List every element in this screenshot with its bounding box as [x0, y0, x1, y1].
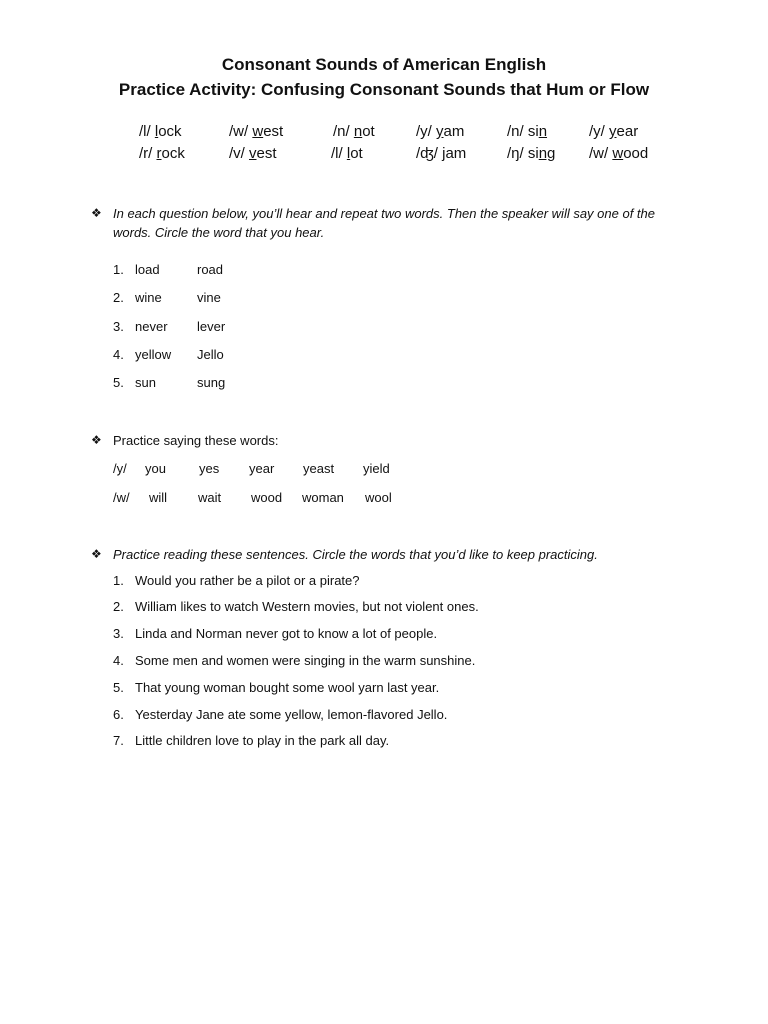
worksheet-page: Consonant Sounds of American English Practice Activity: Confusing Consonant Sounds that Hum or Flow /l/ lock /w/ west /n/ not /y/ yam /n/ sin /y/ year /r/ rock /v/ vest /l/ lot /ʤ/ jam /ŋ/ sing /w/ wood ❖ In each question below, you’ll hear and repeat two words. Then the speaker will say one of the words. Circle the word that you hear. 1. load road 2. wine vine 3. never lever 4. yellow Jello 5. sun sung ❖ Practice saying these words: /y/ you yes year yeast yield /w/ will wait wood woman wool ❖ Practice reading these sentences. Circle the words that you’d like to keep practicing. 1. Would you rather be a pilot or a pirate? 2. William likes to watch Western movies, but not violent ones. 3. Linda and Norman never got to know a lot of people. 4. Some men and women were singing in the warm sunshine. 5. That young woman bought some wool yarn last year. 6. Yesterday Jane ate some yellow, lemon-flavored Jello. 7. Little children love to play in the park all day.	[0, 0, 768, 1024]
word-option: wine	[135, 290, 162, 305]
ipa-item: /w/ wood	[589, 145, 649, 162]
instruction-1	[113, 204, 703, 242]
practice-word: year	[249, 461, 275, 476]
word-option: vine	[197, 290, 221, 305]
instruction-3: Practice reading these sentences. Circle the words that you’d like to keep practicing.	[113, 547, 598, 562]
instruction-2: Practice saying these words:	[113, 433, 279, 448]
page-title: Consonant Sounds of American English	[221, 55, 547, 74]
ipa-item: /w/ west	[229, 123, 284, 140]
word-option: Jello	[197, 347, 224, 362]
bullet-icon: ❖	[91, 433, 102, 447]
sound-symbol: /w/	[113, 490, 130, 505]
practice-word: you	[145, 461, 166, 476]
ipa-item: /v/ vest	[229, 145, 277, 162]
ipa-item: /l/ lock	[139, 123, 182, 140]
word-option: lever	[197, 319, 226, 334]
practice-word: yeast	[303, 461, 335, 476]
ipa-item: /n/ sin	[507, 123, 548, 140]
ipa-item: /r/ rock	[139, 145, 185, 162]
practice-row-y	[113, 461, 513, 479]
ipa-item: /ʤ/ jam	[416, 145, 467, 162]
practice-word: will	[149, 490, 168, 505]
word-option: sun	[135, 375, 156, 390]
practice-word: wool	[365, 490, 392, 505]
sound-symbol: /y/	[113, 461, 127, 476]
practice-word: wood	[251, 490, 283, 505]
instruction-line: words. Circle the word that you hear.	[113, 225, 325, 240]
practice-word: yield	[363, 461, 390, 476]
practice-row-w	[113, 490, 513, 508]
word-option: yellow	[135, 347, 172, 362]
practice-word: wait	[198, 490, 222, 505]
bullet-icon: ❖	[91, 547, 102, 561]
page-subtitle: Practice Activity: Confusing Consonant Sounds that Hum or Flow	[118, 80, 650, 99]
word-option: road	[197, 262, 224, 277]
word-option: never	[135, 319, 168, 334]
ipa-item: /ŋ/ sing	[507, 145, 556, 162]
ipa-item: /y/ year	[589, 123, 639, 140]
word-option: sung	[197, 375, 226, 390]
instruction-line: In each question below, you’ll hear and repeat two words. Then the speaker will say one of the	[113, 206, 655, 221]
ipa-item: /n/ not	[333, 123, 375, 140]
word-option: load	[135, 262, 160, 277]
practice-word: yes	[199, 461, 220, 476]
ipa-item: /y/ yam	[416, 123, 465, 140]
ipa-item: /l/ lot	[331, 145, 363, 162]
bullet-icon: ❖	[91, 206, 102, 220]
practice-word: woman	[302, 490, 344, 505]
